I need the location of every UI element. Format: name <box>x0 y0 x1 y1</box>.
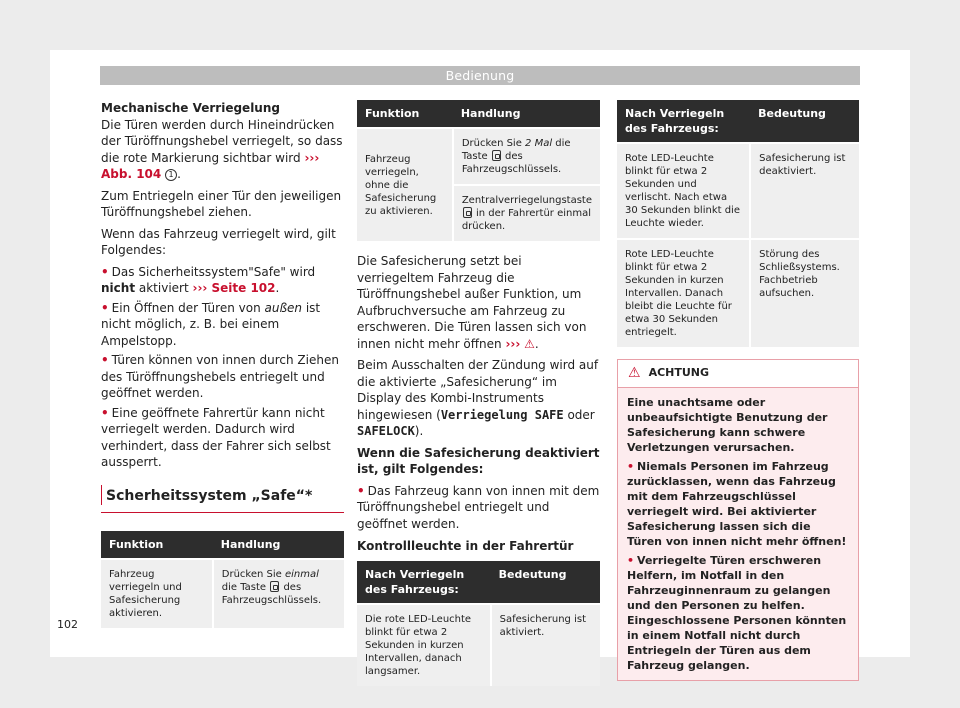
paragraph: Zum Entriegeln einer Tür den jeweiligen Türöffnungshebel ziehen. <box>101 188 342 219</box>
bullet-icon: • <box>101 353 109 367</box>
bullet-item: • Das Fahrzeug kann von innen mit dem Türöffnungshebel entriegelt und geöffnet werden. <box>357 483 600 531</box>
table-row <box>617 143 859 239</box>
bullet-item: • Ein Öffnen der Türen von außen ist nicht möglich, z. B. bei einem Ampelstopp. <box>101 300 321 348</box>
warning-body <box>618 388 858 680</box>
table-header: Bedeutung <box>491 561 600 604</box>
table-cell: Rote LED-Leuchte blinkt für etwa 2 Sekunden und verlischt. Nach etwa 30 Sekunden blinkt die Leuchte wieder. <box>617 143 750 239</box>
warning-bullet: • Niemals Personen im Fahrzeug zurücklassen, wenn das Fahrzeug mit dem Fahrzeugschlüssel verriegelt wird. Bei aktivierter Safesicherung lassen sich die Türen von innen nicht mehr öffnen! <box>627 459 847 548</box>
table-cell: Zentralverriegelungstaste in der Fahrertür einmal drücken. <box>453 185 600 241</box>
table-cell: Fahrzeug verriegeln und Safesicherung aktivieren. <box>101 559 213 628</box>
table-cell: Drücken Sie einmal die Taste des Fahrzeugschlüssels. <box>213 559 344 628</box>
warning-triangle-icon: ⚠ <box>524 336 535 351</box>
bullet-item: • Das Sicherheitssystem"Safe" wird nicht aktiviert ››› Seite 102. <box>101 264 316 295</box>
paragraph: Beim Ausschalten der Zündung wird auf die aktivierte „Safesicherung“ im Display des Kombi-Instruments hingewiesen (Verriegelung SAFE oder SAFELOCK). <box>357 358 599 438</box>
table-row <box>617 239 859 347</box>
bullet-item: • Eine geöffnete Fahrertür kann nicht verriegelt werden. Dadurch wird verhindert, dass der Fahrer sich selbst aussperrt. <box>101 405 331 469</box>
bullet-icon: • <box>101 264 109 279</box>
bullet-icon: • <box>627 553 635 567</box>
paragraph: Die Türen werden durch Hineindrücken der Türöffnungshebel verriegelt, so dass die rote Markierung sichtbar wird ››› Abb. 104 1 . <box>101 117 343 181</box>
table-cell: Fahrzeug verriegeln, ohne die Safesicherung zu aktivieren. <box>357 128 453 241</box>
table-row <box>357 128 600 185</box>
lock-key-icon <box>492 150 501 161</box>
callout-badge: 1 <box>165 169 177 181</box>
column-right <box>617 100 859 681</box>
warning-triangle-icon: ⚠ <box>628 365 641 381</box>
paragraph: Die Safesicherung setzt bei verriegeltem Fahrzeug die Türöffnungshebel außer Funktion, um Aufbruchversuche am Fahrzeug zu erschweren. Die Türen lassen sich von innen nicht mehr öffnen ››› ⚠. <box>357 254 587 351</box>
table-header: Funktion <box>101 531 213 559</box>
heading-mechanical-lock: Mechanische Verriegelung <box>101 101 280 115</box>
table-cell: Rote LED-Leuchte blinkt für etwa 2 Sekunden in kurzen Intervallen. Danach bleibt die Leuchte für etwa 30 Sekunden entriegelt. <box>617 239 750 347</box>
central-lock-icon <box>463 207 472 218</box>
section-title-safe: Scherheitssystem „Safe“* <box>101 485 344 513</box>
table-cell: Störung des Schließsystems. Fachbetrieb aufsuchen. <box>750 239 859 347</box>
column-middle <box>357 100 600 686</box>
warning-text: Eine unachtsame oder unbeaufsichtigte Benutzung der Safesicherung kann schwere Verletzungen verursachen. <box>627 395 828 454</box>
function-table <box>101 531 344 628</box>
table-cell: Drücken Sie 2 Mal die Taste des Fahrzeugschlüssels. <box>453 128 600 185</box>
function-table <box>357 100 600 241</box>
figure-link[interactable]: ››› Abb. 104 <box>101 150 320 181</box>
subheading: Kontrollleuchte in der Fahrertür <box>357 539 574 553</box>
bullet-icon: • <box>357 483 365 498</box>
page-header: Bedienung <box>100 66 860 85</box>
table-header: Nach Verriegeln des Fahrzeugs: <box>617 100 750 143</box>
bullet-icon: • <box>627 459 635 473</box>
indicator-table <box>617 100 859 347</box>
section-bar-icon <box>101 485 102 505</box>
subheading: Wenn die Safesicherung deaktiviert ist, gilt Folgendes: <box>357 445 600 476</box>
table-header: Nach Verriegeln des Fahrzeugs: <box>357 561 491 604</box>
table-header: Bedeutung <box>750 100 859 143</box>
page-number: 102 <box>57 618 78 631</box>
table-header: Handlung <box>453 100 600 128</box>
table-row <box>101 559 344 628</box>
warning-bullet: • Verriegelte Türen erschweren Helfern, im Notfall in den Fahrzeuginnenraum zu gelangen und den Personen zu helfen. Eingeschlossene Personen könnten in einem Notfall nicht durch Entriegeln der Türen aus dem Fahrzeug gelangen. <box>627 553 847 672</box>
table-cell: Die rote LED-Leuchte blinkt für etwa 2 Sekunden in kurzen Intervallen, danach langsamer. <box>357 604 491 686</box>
bullet-icon: • <box>101 405 109 420</box>
table-header: Handlung <box>213 531 344 559</box>
bullet-icon: • <box>101 300 109 315</box>
table-row <box>357 604 600 686</box>
warning-title: ⚠ ACHTUNG <box>618 360 858 388</box>
warning-box <box>617 359 859 681</box>
warning-link[interactable]: ››› <box>505 336 521 351</box>
bullet-item: • Türen können von innen durch Ziehen des Türöffnungshebels entriegelt und geöffnet werden. <box>101 353 339 400</box>
page-link[interactable]: ››› Seite 102 <box>192 281 276 295</box>
table-cell: Safesicherung ist aktiviert. <box>491 604 600 686</box>
column-left <box>101 100 344 628</box>
indicator-table <box>357 561 600 686</box>
table-header: Funktion <box>357 100 453 128</box>
lock-key-icon <box>270 581 279 592</box>
paragraph: Wenn das Fahrzeug verriegelt wird, gilt Folgendes: <box>101 226 336 257</box>
table-cell: Safesicherung ist deaktiviert. <box>750 143 859 239</box>
